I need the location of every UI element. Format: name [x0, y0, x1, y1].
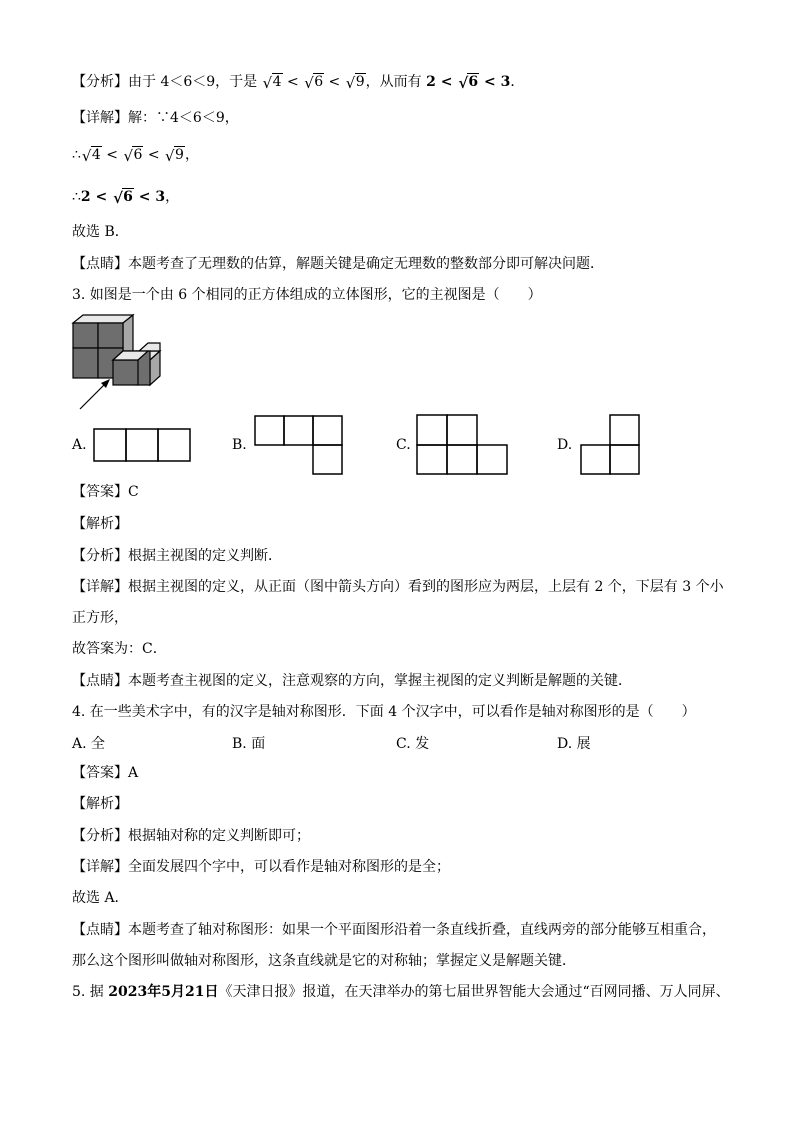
math-inequality-3: √ 4 < √ 6 < √ 9: [81, 147, 184, 165]
q4-comment-1: 【点睛】本题考查了轴对称图形：如果一个平面图形沿着一条直线折叠，直线两旁的部分能够互相重合，: [72, 922, 716, 938]
q4-option-a: A. 全: [72, 736, 106, 752]
cube-figure: [70, 313, 170, 413]
q4-detail: 【详解】全面发展四个字中，可以看作是轴对称图形的是全；: [72, 859, 450, 875]
q4-jiexi: 【解析】: [72, 796, 128, 812]
q3-option-a-label: A.: [72, 437, 87, 453]
q3-comment: 【点睛】本题考查主视图的定义，注意观察的方向，掌握主视图的定义判断是解题的关键．: [72, 673, 632, 689]
q4-comment-2: 那么这个图形叫做轴对称图形，这条直线就是它的对称轴；掌握定义是解题关键．: [72, 953, 576, 969]
q4-option-d: D. 展: [557, 736, 591, 752]
q3-jiexi: 【解析】: [72, 516, 128, 532]
q3-analysis: 【分析】根据主视图的定义判断．: [72, 548, 282, 564]
q3-option-d-figure: [580, 414, 642, 476]
math-inequality-2: 2 < √ 6 < 3: [426, 74, 511, 92]
q3-option-b-figure: [254, 415, 346, 477]
analysis-line: 【分析】由于 4＜6＜9，于是 √ 4 < √ 6 < √ 9，从而有 2 < √ 6 < 3．: [72, 74, 525, 92]
q5-stem: 5. 据 2023年5月21日《天津日报》报道，在天津举办的第七届世界智能大会通过“百网同播、万人同屏、: [72, 984, 730, 1000]
comment-line: 【点睛】本题考查了无理数的估算，解题关键是确定无理数的整数部分即可解决问题．: [72, 256, 604, 272]
math-inequality-1: √ 4 < √ 6 < √ 9: [262, 74, 365, 92]
q4-analysis: 【分析】根据轴对称的定义判断即可；: [72, 828, 310, 844]
q3-option-d-label: D.: [557, 437, 573, 453]
q3-detail-2: 正方形，: [72, 610, 128, 626]
q4-stem: 4. 在一些美术字中，有的汉字是轴对称图形．下面 4 个汉字中，可以看作是轴对称图形的是（ ）: [72, 704, 696, 720]
q3-detail-1: 【详解】根据主视图的定义，从正面（图中箭头方向）看到的图形应为两层，上层有 2 个，下层有 3 个小: [72, 579, 724, 595]
therefore-line-2: ∴2 < √ 6 < 3，: [72, 189, 180, 207]
q4-option-c: C. 发: [396, 736, 430, 752]
therefore-line-1: ∴ √ 4 < √ 6 < √ 9，: [72, 147, 199, 165]
view-arrow: [80, 382, 107, 409]
q3-option-b-label: B.: [232, 437, 247, 453]
q3-stem: 3. 如图是一个由 6 个相同的正方体组成的立体图形，它的主视图是（ ）: [72, 287, 542, 303]
q3-option-a-figure: [93, 428, 193, 463]
q4-answer: 【答案】A: [72, 765, 139, 781]
q3-option-c-label: C.: [396, 437, 411, 453]
detail-line: 【详解】解：∵4＜6＜9，: [72, 110, 239, 126]
q4-conclusion: 故选 A．: [72, 890, 129, 906]
math-inequality-4: 2 < √ 6 < 3: [80, 189, 166, 207]
q3-option-c-figure: [416, 414, 510, 476]
conclusion-line: 故选 B．: [72, 224, 129, 240]
q3-answer: 【答案】C: [72, 484, 139, 500]
q3-conclusion: 故答案为：C．: [72, 641, 167, 657]
q4-option-b: B. 面: [232, 736, 266, 752]
